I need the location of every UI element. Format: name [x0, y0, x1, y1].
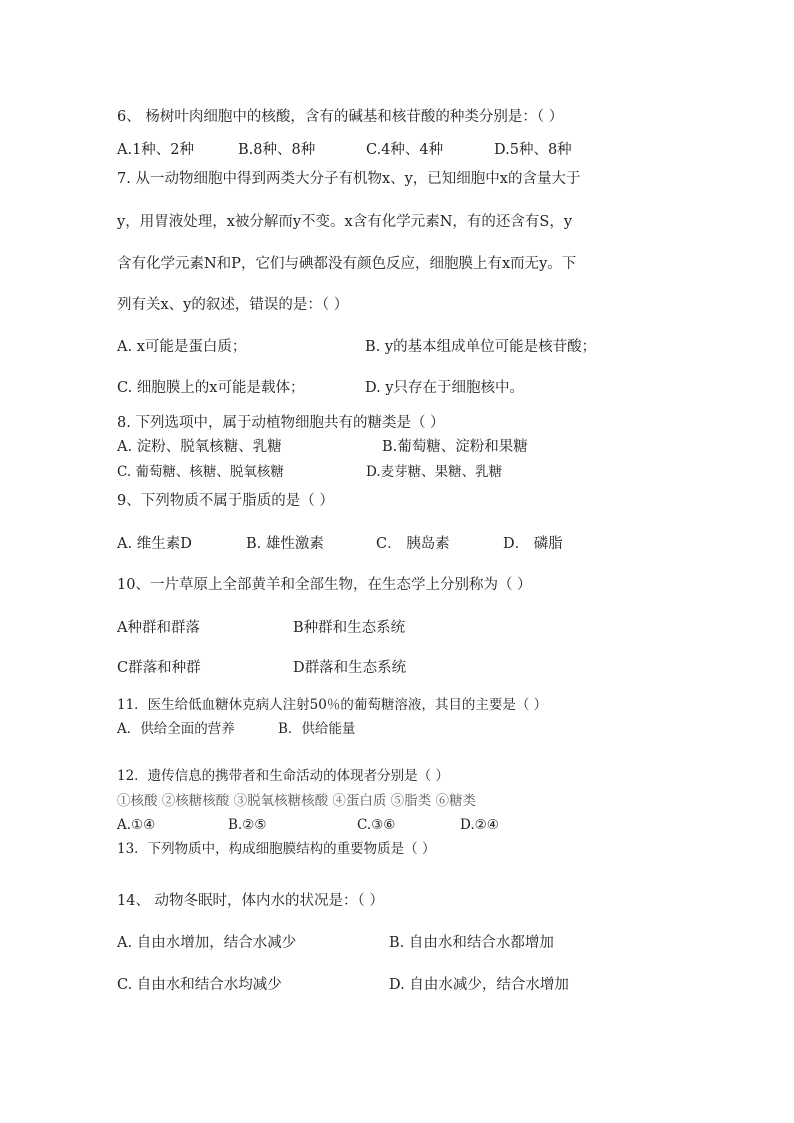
question-11-option-a: A．供给全面的营养	[117, 721, 235, 737]
question-7-stem-line-3: 含有化学元素N和P，它们与碘都没有颜色反应，细胞膜上有x而无y。下	[117, 256, 577, 272]
question-7-option-d: D. y只存在于细胞核中。	[365, 380, 525, 396]
question-7-stem-line-2: y，用胃液处理，x被分解而y不变。x含有化学元素N，有的还含有S，y	[117, 214, 573, 230]
question-7-stem-line-4: 列有关x、y的叙述，错误的是：（ ）	[117, 297, 349, 313]
question-7-stem-line-1: 7. 从一动物细胞中得到两类大分子有机物x、y，已知细胞中x的含量大于	[117, 171, 581, 187]
question-10-option-d: D群落和生态系统	[293, 660, 407, 676]
question-10-option-b: B种群和生态系统	[293, 620, 406, 636]
question-11-option-b: B．供给能量	[278, 721, 356, 737]
question-8-option-a: A. 淀粉、脱氧核糖、乳糖	[117, 439, 282, 455]
question-8-option-b: B.葡萄糖、淀粉和果糖	[382, 439, 528, 455]
question-12-option-b: B.②⑤	[228, 817, 267, 833]
question-14-option-b: B. 自由水和结合水都增加	[389, 935, 554, 951]
question-7-option-a: A. x可能是蛋白质；	[117, 339, 247, 355]
question-6-option-d: D.5种、8种	[494, 142, 572, 158]
question-6-stem: 6、 杨树叶肉细胞中的核酸，含有的碱基和核苷酸的种类分别是：（ ）	[117, 109, 564, 125]
question-7-option-c: C. 细胞膜上的x可能是载体；	[117, 380, 305, 396]
question-10-stem: 10、一片草原上全部黄羊和全部生物，在生态学上分别称为（ ）	[117, 577, 532, 593]
question-6-option-b: B.8种、8种	[238, 142, 316, 158]
question-14-option-d: D. 自由水减少，结合水增加	[389, 977, 569, 993]
question-12-items: ①核酸 ②核糖核酸 ③脱氧核糖核酸 ④蛋白质 ⑤脂类 ⑥糖类	[117, 793, 476, 809]
question-9-option-c: C． 胰岛素	[376, 536, 450, 552]
question-10-option-a: A种群和群落	[117, 620, 200, 636]
question-14-stem: 14、 动物冬眠时，体内水的状况是：（ ）	[117, 893, 384, 909]
question-12-option-d: D.②④	[460, 817, 499, 833]
question-14-option-c: C. 自由水和结合水均减少	[117, 977, 282, 993]
question-12-option-a: A.①④	[117, 817, 156, 833]
question-8-option-d: D.麦芽糖、果糖、乳糖	[366, 464, 503, 480]
question-14-option-a: A. 自由水增加，结合水减少	[117, 935, 297, 951]
question-6-option-c: C.4种、4种	[366, 142, 444, 158]
question-12-option-c: C.③⑥	[357, 817, 396, 833]
question-9-stem: 9、下列物质不属于脂质的是（ ）	[117, 493, 334, 509]
question-6-option-a: A.1种、2种	[117, 142, 195, 158]
question-9-option-b: B. 雄性激素	[246, 536, 324, 552]
question-8-option-c: C. 葡萄糖、核糖、脱氧核糖	[117, 464, 284, 480]
question-8-stem: 8. 下列选项中，属于动植物细胞共有的糖类是（ ）	[117, 415, 445, 431]
question-11-stem: 11．医生给低血糖休克病人注射50％的葡萄糖溶液，其目的主要是（ ）	[117, 697, 548, 713]
question-9-option-a: A. 维生素D	[117, 536, 192, 552]
question-13-stem: 13．下列物质中，构成细胞膜结构的重要物质是（ ）	[117, 841, 436, 857]
question-12-stem: 12．遗传信息的携带者和生命活动的体现者分别是（ ）	[117, 768, 449, 784]
question-7-option-b: B. y的基本组成单位可能是核苷酸；	[365, 339, 597, 355]
question-9-option-d: D． 磷脂	[503, 536, 563, 552]
question-10-option-c: C群落和种群	[117, 660, 201, 676]
